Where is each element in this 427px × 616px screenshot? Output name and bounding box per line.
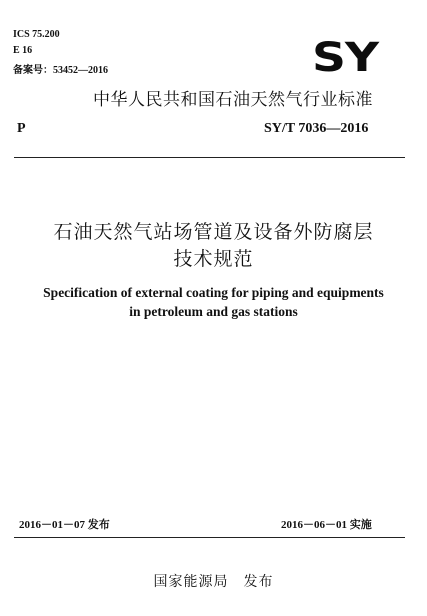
english-title-line-2: in petroleum and gas stations <box>129 304 298 319</box>
chinese-title-line-2: 技术规范 <box>173 248 254 270</box>
footer-divider <box>14 537 405 538</box>
issuing-authority: 国家能源局 发布 <box>153 574 274 590</box>
header-divider <box>14 157 405 158</box>
sy-logo: SY <box>312 35 378 81</box>
standard-code: SY/T 7036—2016 <box>264 121 369 136</box>
record-number: 备案号：53452—2016 <box>13 65 108 76</box>
implementation-date: 2016－06－01 实施 <box>281 519 372 531</box>
english-title-line-1: Specification of external coating for piping and equipments <box>43 285 384 300</box>
ics-code: ICS 75.200 <box>13 29 60 40</box>
issue-date: 2016－01－07 发布 <box>19 519 110 531</box>
chinese-title-line-1: 石油天然气站场管道及设备外防腐层 <box>53 221 374 243</box>
category-letter: P <box>17 121 26 136</box>
standard-name: 中华人民共和国石油天然气行业标准 <box>93 90 373 110</box>
ccs-code: E 16 <box>13 45 33 56</box>
